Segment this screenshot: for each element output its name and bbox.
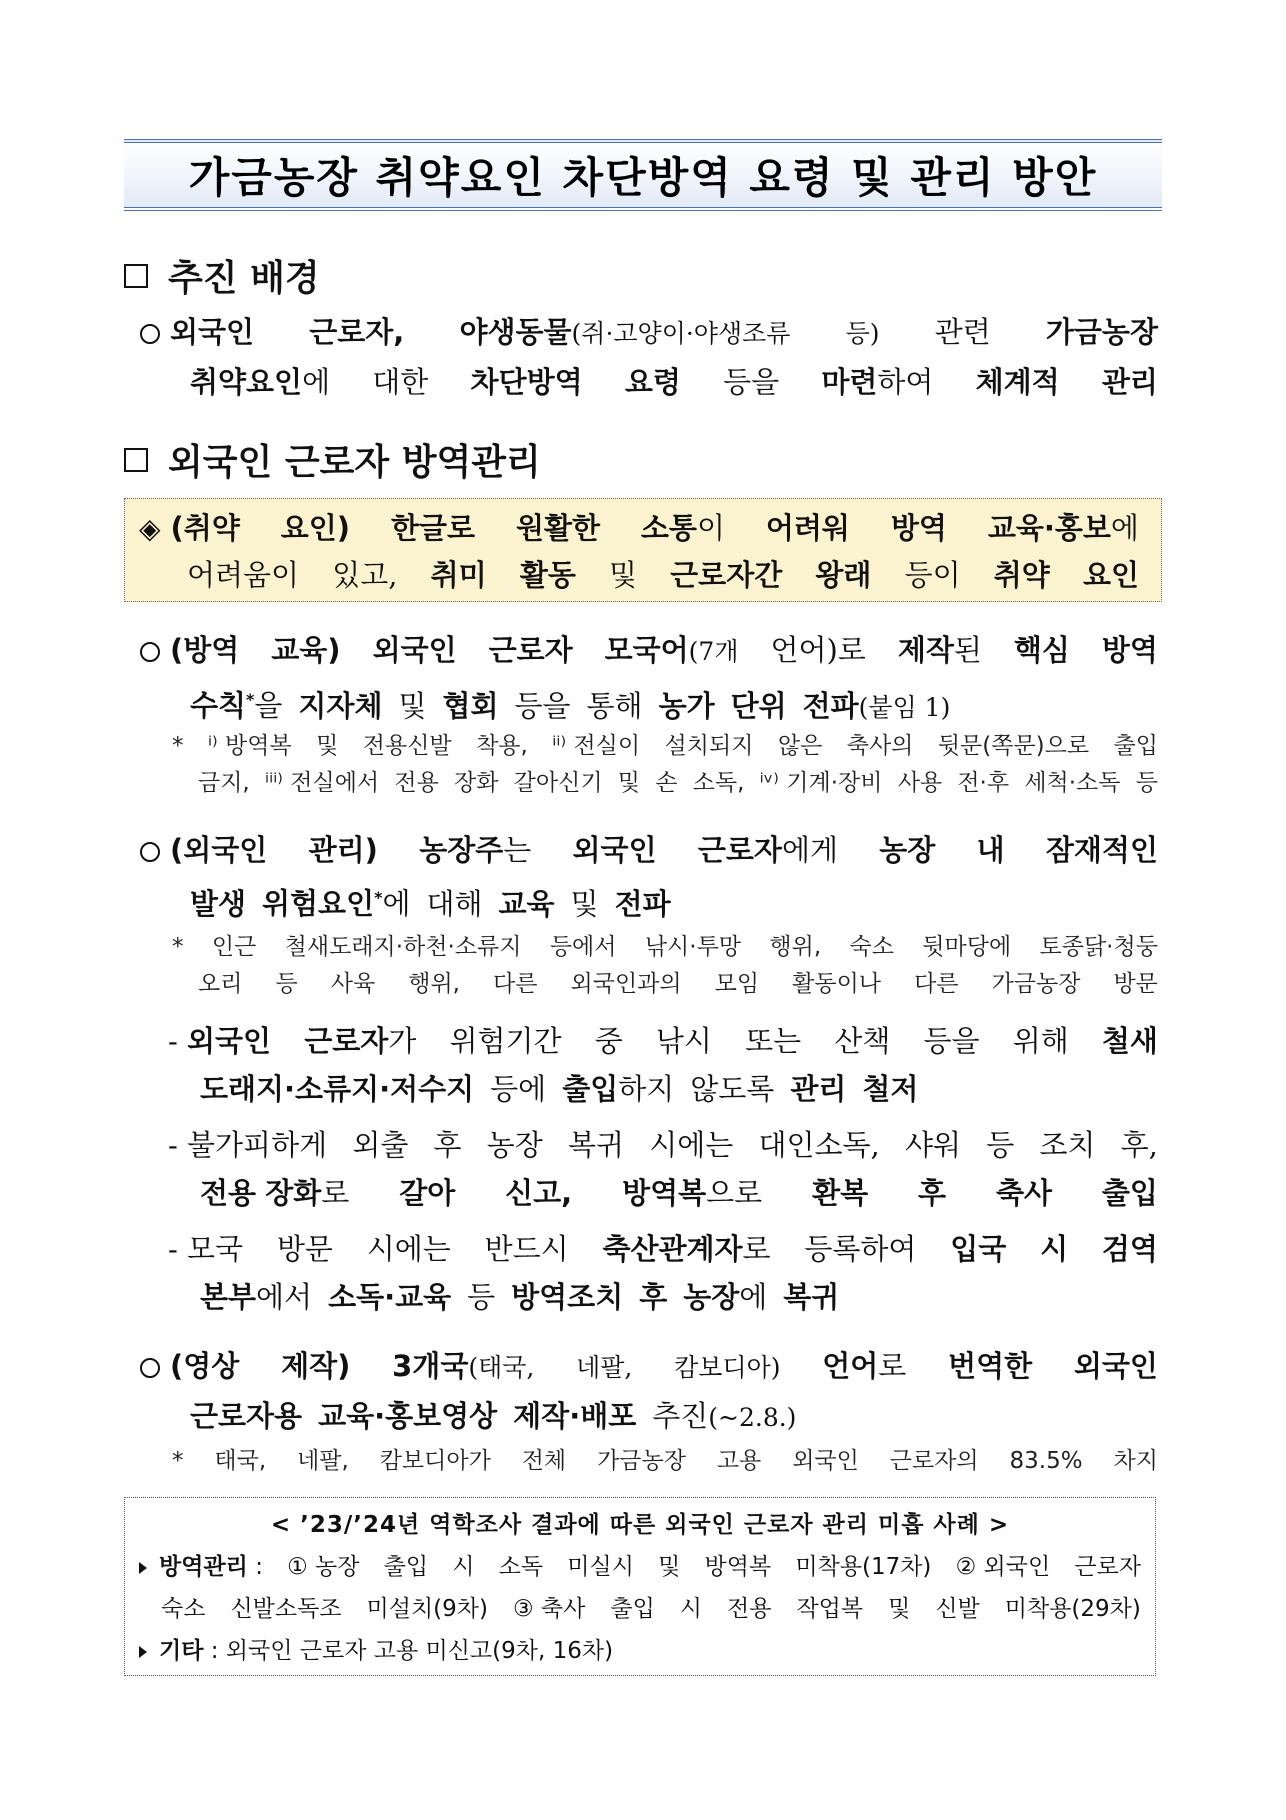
case-item: 방역관리 : ① 농장 출입 시 소독 미실시 및 방역복 미착용(17차) ② 외국인 근로자 <box>139 1546 1141 1588</box>
text-line: 도래지·소류지·저수지 등에 출입하지 않도록 관리 철저 <box>200 1072 919 1106</box>
triangle-bullet-icon <box>139 1646 147 1658</box>
text-line: ◈ (취약 요인) 한글로 원활한 소통이 어려워 방역 교육·홍보에 <box>139 505 1139 552</box>
text-line: 발생 위험요인*에 대해 교육 및 전파 <box>190 886 671 921</box>
circle-bullet-icon <box>140 642 160 662</box>
triangle-bullet-icon <box>139 1562 147 1574</box>
footnote-line: 오리 등 사육 행위, 다른 외국인과의 모임 활동이나 다른 가금농장 방문 <box>198 971 1158 997</box>
text-line: - 모국 방문 시에는 반드시 축산관계자로 등록하여 입국 시 검역 <box>168 1232 1158 1266</box>
dash-item-3 <box>168 1225 1158 1321</box>
background-paragraph <box>140 308 1158 406</box>
text-line: 어려움이 있고, 취미 활동 및 근로자간 왕래 등이 취약 요인 <box>187 558 1139 592</box>
page-title: 가금농장 취약요인 차단방역 요령 및 관리 방안 <box>188 153 1098 202</box>
education-paragraph <box>140 626 1158 732</box>
section-heading-workers <box>124 434 541 485</box>
circle-bullet-icon <box>140 324 160 344</box>
text-line: - 불가피하게 외출 후 농장 복귀 시에는 대인소독, 샤워 등 조치 후, <box>168 1128 1158 1162</box>
text-line: 전용 장화로 갈아 신고, 방역복으로 환복 후 축사 출입 <box>200 1176 1158 1210</box>
case-box-title: < ’23/’24년 역학조사 결과에 따른 외국인 근로자 관리 미흡 사례 > <box>270 1512 1010 1538</box>
dash-item-1 <box>168 1017 1158 1113</box>
circle-bullet-icon <box>140 1358 160 1378</box>
text-line: 수칙*을 지자체 및 협회 등을 통해 농가 단위 전파(붙임 1) <box>190 688 951 723</box>
square-bullet-icon <box>124 448 148 472</box>
text-line: (영상 제작) 3개국(태국, 네팔, 캄보디아) 언어로 번역한 외국인 <box>140 1342 1158 1392</box>
section-title: 추진 배경 <box>168 258 320 299</box>
vulnerability-highlight-box <box>124 498 1162 602</box>
diamond-bullet-icon: ◈ <box>139 512 161 545</box>
case-item: 기타 : 외국인 근로자 고용 미신고(9차, 16차) <box>139 1630 1141 1672</box>
text-line: 외국인 근로자, 야생동물(쥐·고양이·야생조류 등) 관련 가금농장 <box>140 308 1158 358</box>
section-heading-background <box>124 250 320 301</box>
footnote-line: * 태국, 네팔, 캄보디아가 전체 가금농장 고용 외국인 근로자의 83.5% 차지 <box>172 1448 1158 1474</box>
text-line: 본부에서 소독·교육 등 방역조치 후 농장에 복귀 <box>200 1280 840 1314</box>
text-line: (방역 교육) 외국인 근로자 모국어(7개 언어)로 제작된 핵심 방역 <box>140 626 1158 676</box>
footnote-video <box>172 1443 1158 1480</box>
case-examples-box <box>124 1497 1156 1676</box>
text-line: (외국인 관리) 농장주는 외국인 근로자에게 농장 내 잠재적인 <box>140 826 1158 874</box>
circle-bullet-icon <box>140 842 160 862</box>
foreigner-management-paragraph <box>140 826 1158 928</box>
dash-item-2 <box>168 1121 1158 1217</box>
footnote-line: 금지, ⁱⁱⁱ⁾ 전실에서 전용 장화 갈아신기 및 손 소독, ⁱᵛ⁾ 기계·장비 사용 전·후 세척·소독 등 <box>198 770 1158 796</box>
text-line: - 외국인 근로자가 위험기간 중 낚시 또는 산책 등을 위해 철새 <box>168 1024 1158 1058</box>
video-production-paragraph <box>140 1342 1158 1442</box>
footnote-education <box>172 728 1158 802</box>
case-item-continued: 숙소 신발소독조 미설치(9차) ③ 축사 출입 시 전용 작업복 및 신발 미착용(29차) <box>161 1596 1141 1622</box>
footnote-management <box>172 929 1158 1003</box>
section-title: 외국인 근로자 방역관리 <box>168 442 541 483</box>
title-banner <box>124 139 1162 211</box>
footnote-line: * ⁱ⁾ 방역복 및 전용신발 착용, ⁱⁱ⁾ 전실이 설치되지 않은 축사의 뒷문(쪽문)으로 출입 <box>172 733 1158 759</box>
square-bullet-icon <box>124 264 148 288</box>
text-line: 근로자용 교육·홍보영상 제작·배포 추진(~2.8.) <box>190 1399 797 1433</box>
text-line: 취약요인에 대한 차단방역 요령 등을 마련하여 체계적 관리 <box>190 365 1158 399</box>
footnote-line: * 인근 철새도래지·하천·소류지 등에서 낚시·투망 행위, 숙소 뒷마당에 토종닭·청둥 <box>172 934 1158 960</box>
